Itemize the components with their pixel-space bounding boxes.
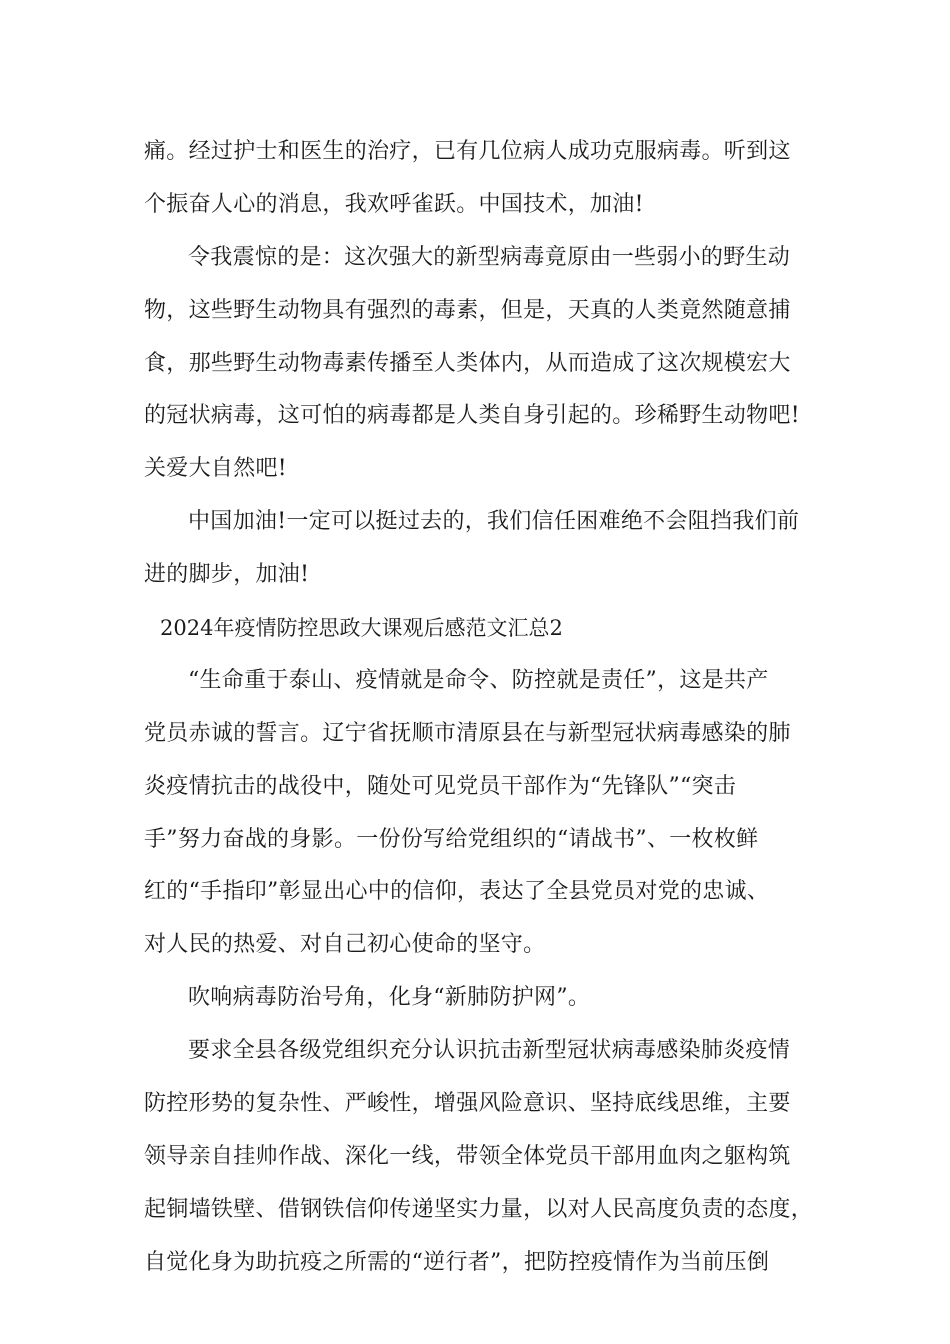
text-line: 起铜墙铁壁、借钢铁信仰传递坚实力量，以对人民高度负责的态度，: [144, 1196, 814, 1222]
text-line: 关爱大自然吧!: [144, 456, 287, 482]
section-heading: 2024年疫情防控思政大课观后感范文汇总2: [160, 616, 563, 641]
text-line: 领导亲自挂帅作战、深化一线，带领全体党员干部用血肉之躯构筑: [144, 1143, 791, 1169]
text-line: 对人民的热爱、对自己初心使命的坚守。: [144, 932, 546, 958]
text-line: 的冠状病毒，这可怕的病毒都是人类自身引起的。珍稀野生动物吧!: [144, 403, 800, 429]
document-body: [144, 126, 824, 1290]
text-line: 自觉化身为助抗疫之所需的“逆行者”，把防控疫情作为当前压倒: [144, 1249, 770, 1275]
text-line: 中国加油!一定可以挺过去的，我们信任困难绝不会阻挡我们前: [188, 509, 800, 535]
text-line: 炎疫情抗击的战役中，随处可见党员干部作为“先锋队”“突击: [144, 773, 737, 799]
text-line: 防控形势的复杂性、严峻性，增强风险意识、坚持底线思维，主要: [144, 1091, 791, 1117]
text-line: 党员赤诚的誓言。辽宁省抚顺市清原县在与新型冠状病毒感染的肺: [144, 720, 791, 746]
text-line: 进的脚步，加油!: [144, 562, 310, 588]
text-line: 吹响病毒防治号角，化身“新肺防护网”。: [188, 985, 591, 1011]
text-line: 食，那些野生动物毒素传播至人类体内，从而造成了这次规模宏大: [144, 350, 791, 376]
text-line: 物，这些野生动物具有强烈的毒素，但是，天真的人类竟然随意捕: [144, 297, 791, 323]
text-line: 要求全县各级党组织充分认识抗击新型冠状病毒感染肺炎疫情: [188, 1038, 791, 1064]
text-line: 个振奋人心的消息，我欢呼雀跃。中国技术，加油!: [144, 191, 644, 217]
text-line: 令我震惊的是：这次强大的新型病毒竟原由一些弱小的野生动: [188, 244, 791, 270]
text-line: 红的“手指印”彰显出心中的信仰，表达了全县党员对党的忠诚、: [144, 879, 770, 905]
text-line: 手”努力奋战的身影。一份份写给党组织的“请战书”、一枚枚鲜: [144, 826, 759, 852]
text-line: “生命重于泰山、疫情就是命令、防控就是责任”，这是共产: [188, 667, 769, 693]
text-line: 痛。经过护士和医生的治疗，已有几位病人成功克服病毒。听到这: [144, 139, 791, 164]
